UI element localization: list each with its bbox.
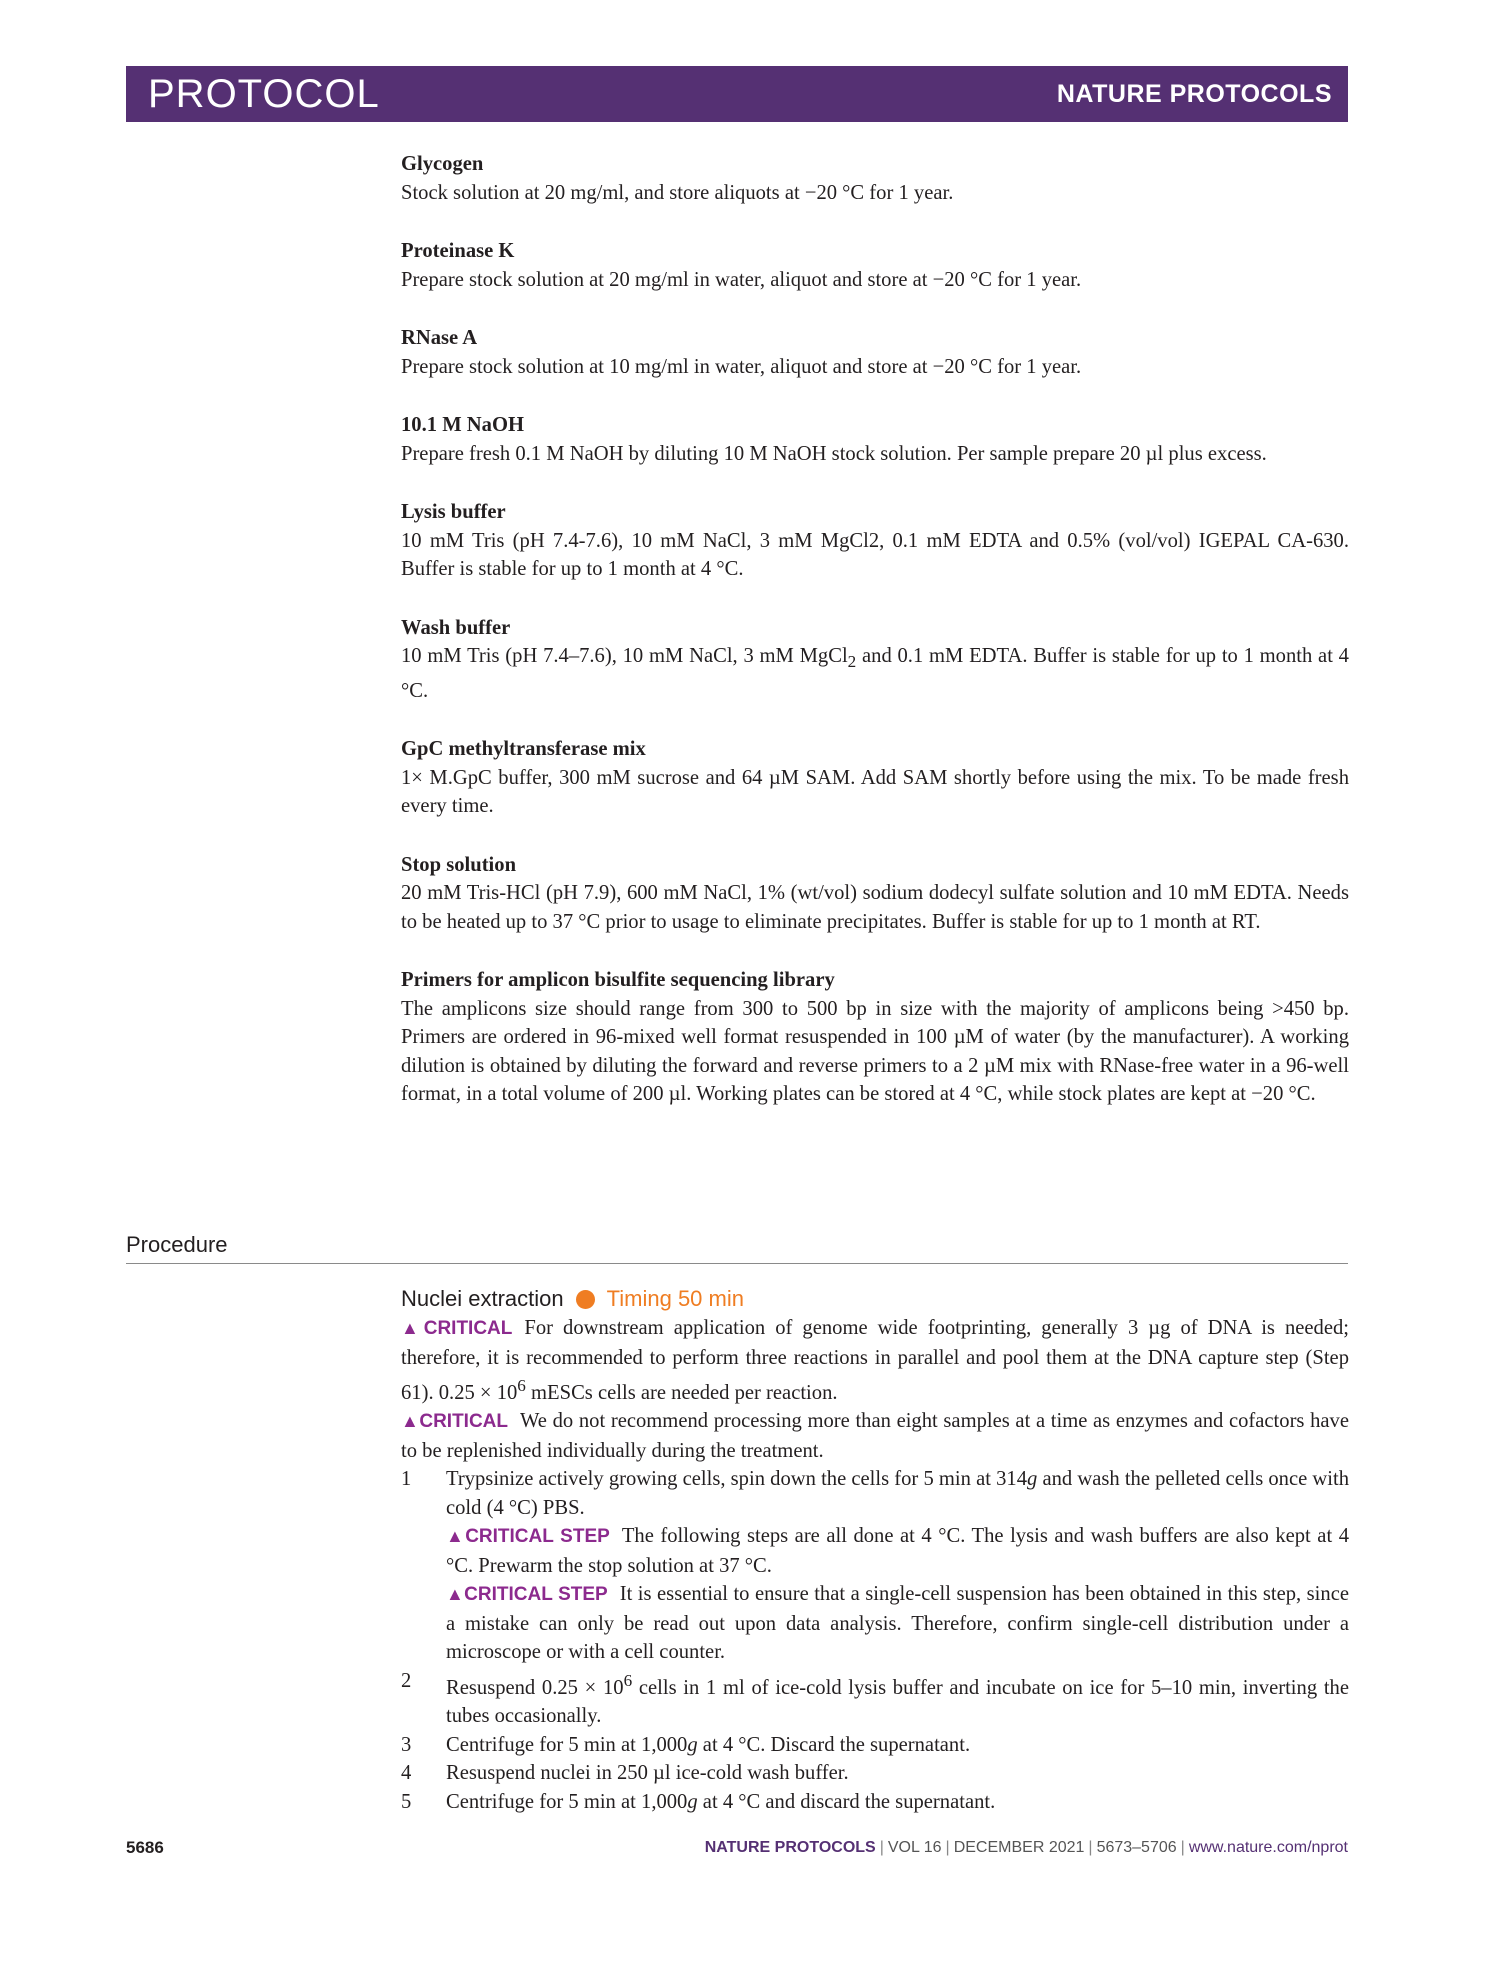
warning-triangle-icon: ▲	[401, 1411, 420, 1432]
critical-step-label: CRITICAL STEP	[465, 1526, 610, 1548]
procedure-step	[401, 1788, 1349, 1817]
reagent-title: Glycogen	[401, 153, 484, 175]
footer-journal: NATURE PROTOCOLS	[704, 1839, 876, 1856]
section-title: Nuclei extraction	[401, 1286, 564, 1311]
critical-label: CRITICAL	[423, 1318, 513, 1339]
warning-triangle-icon: ▲	[446, 1584, 465, 1605]
step-body	[446, 1731, 1349, 1760]
journal-name: NATURE PROTOCOLS	[1056, 79, 1332, 108]
divider	[126, 1263, 1348, 1264]
step-number: 1	[401, 1468, 412, 1491]
critical-label: CRITICAL	[419, 1411, 508, 1433]
critical-note	[401, 1314, 1349, 1407]
critical-step-tag	[446, 1584, 608, 1605]
reagent-title: GpC methyltransferase mix	[401, 738, 646, 761]
footer-date: DECEMBER 2021	[953, 1839, 1085, 1856]
header-bar	[126, 66, 1348, 122]
reagent-body: 1× M.GpC buffer, 300 mM sucrose and 64 µM SAM. Add SAM shortly before using the mix. To be made fresh every time.	[401, 766, 1349, 818]
step-text: Centrifuge for 5 min at 1,000	[446, 1733, 688, 1756]
step-number: 2	[401, 1669, 412, 1692]
footer-volume: VOL 16	[887, 1839, 942, 1856]
step-text: cells in 1 ml of ice-cold lysis buffer and incubate on ice for 5–10 min, inverting the tubes occasionally.	[446, 1676, 1349, 1728]
warning-triangle-icon: ▲	[446, 1526, 466, 1547]
superscript: 6	[623, 1670, 633, 1690]
critical-text: For downstream application of genome wide footprinting, generally 3 µg of DNA is needed; therefore, it is recommended to perform three reactions in parallel and pool them at the DNA capture step (Step 61). 0.25 × 10	[401, 1317, 1349, 1404]
reagent-title: Wash buffer	[401, 616, 511, 639]
timing-label: Timing 50 min	[606, 1286, 744, 1311]
step-body	[446, 1667, 1349, 1731]
page-number: 5686	[126, 1838, 164, 1857]
critical-text: mESCs cells are needed per reaction.	[525, 1381, 838, 1404]
warning-triangle-icon: ▲	[401, 1318, 424, 1338]
procedure-step	[401, 1667, 1349, 1731]
reagent-body-text: and 0.1 mM EDTA. Buffer is stable for up to 1 month at 4 °C.	[401, 645, 1349, 702]
procedure-step	[401, 1731, 1349, 1760]
step-text: Centrifuge for 5 min at 1,000	[446, 1790, 688, 1813]
reagent-body: The amplicons size should range from 300 to 500 bp in size with the majority of amplicons being >450 bp. Primers are ordered in 96-mixed well format resuspended in 100 µM of water (by the manufacturer). A working dilution is obtained by diluting the forward and reverse primers to a 2 µM mix with RNase-free water in a 96-well format, in a total volume of 200 µl. Working plates can be stored at 4 °C, while stock plates are kept at −20 °C.	[401, 997, 1349, 1106]
step-text-italic: g	[687, 1733, 698, 1756]
critical-step-label: CRITICAL STEP	[464, 1584, 608, 1606]
reagent-title: RNase A	[401, 327, 478, 349]
reagent-item	[401, 851, 1349, 937]
reagent-body: Stock solution at 20 mg/ml, and store aliquots at −20 °C for 1 year.	[401, 181, 954, 204]
step-text: at 4 °C. Discard the supernatant.	[697, 1733, 971, 1756]
footer-citation: NATURE PROTOCOLS | VOL 16 | DECEMBER 2021 | 5673–5706 | www.nature.com/nprot	[704, 1839, 1348, 1856]
step-number: 3	[401, 1733, 412, 1756]
critical-tag	[401, 1318, 512, 1339]
step-body	[446, 1788, 1349, 1817]
reagent-item	[401, 324, 1349, 381]
critical-step-text: The following steps are all done at 4 °C. The lysis and wash buffers are also kept at 4 °C. Prewarm the stop solution at 37 °C.	[446, 1525, 1350, 1577]
reagent-body: Prepare stock solution at 10 mg/ml in water, aliquot and store at −20 °C for 1 year.	[401, 355, 1082, 378]
critical-step-tag	[446, 1526, 610, 1547]
step-text: and wash the pelleted cells once with cold (4 °C) PBS.	[446, 1468, 1349, 1519]
reagent-body-text: 10 mM Tris (pH 7.4–7.6), 10 mM NaCl, 3 mM MgCl	[401, 645, 848, 667]
reagent-title: Proteinase K	[401, 240, 515, 262]
reagent-body: Prepare fresh 0.1 M NaOH by diluting 10 M NaOH stock solution. Per sample prepare 20 µl plus excess.	[401, 442, 1267, 465]
reagent-body: 10 mM Tris (pH 7.4-7.6), 10 mM NaCl, 3 mM MgCl2, 0.1 mM EDTA and 0.5% (vol/vol) IGEPAL CA-630. Buffer is stable for up to 1 month at 4 °C.	[401, 529, 1349, 580]
step-text: Resuspend 0.25 × 10	[446, 1676, 624, 1699]
procedure-section	[401, 1284, 1349, 1816]
reagent-title: 10.1 M NaOH	[401, 414, 524, 436]
reagent-title: Lysis buffer	[401, 501, 506, 523]
critical-step-note	[446, 1522, 1349, 1580]
procedure-step	[401, 1465, 1349, 1667]
reagent-item	[401, 150, 1349, 207]
step-text: at 4 °C and discard the supernatant.	[697, 1790, 996, 1813]
critical-tag	[401, 1411, 508, 1432]
reagent-body	[401, 642, 1349, 705]
procedure-heading: Procedure	[126, 1232, 228, 1257]
critical-step-note	[446, 1580, 1349, 1667]
procedure-step	[401, 1759, 1349, 1788]
reagent-setup	[401, 150, 1349, 1139]
step-text: Trypsinize actively growing cells, spin down the cells for 5 min at 314	[446, 1468, 1027, 1491]
critical-note	[401, 1407, 1349, 1465]
step-text-italic: g	[687, 1790, 698, 1813]
reagent-body: 20 mM Tris-HCl (pH 7.9), 600 mM NaCl, 1% (wt/vol) sodium dodecyl sulfate solution and 10 mM EDTA. Needs to be heated up to 37 °C prior to usage to eliminate precipitates. Buffer is stable for up to 1 month at RT.	[401, 882, 1349, 933]
reagent-title: Stop solution	[401, 853, 517, 876]
step-text-italic: g	[1027, 1468, 1038, 1491]
critical-text: We do not recommend processing more than eight samples at a time as enzymes and cofactors have to be replenished individually during the treatment.	[401, 1410, 1349, 1462]
reagent-item	[401, 498, 1349, 584]
step-number: 5	[401, 1790, 412, 1813]
subscript: 2	[847, 652, 857, 672]
step-body: Resuspend nuclei in 250 µl ice-cold wash buffer.	[446, 1762, 849, 1785]
reagent-title: Primers for amplicon bisulfite sequencing library	[401, 969, 835, 992]
critical-step-text: It is essential to ensure that a single-cell suspension has been obtained in this step, since a mistake can only be read out upon data analysis. Therefore, confirm single-cell distribution under a microscope or with a cell counter.	[446, 1583, 1349, 1664]
reagent-item	[401, 411, 1349, 468]
superscript: 6	[517, 1376, 526, 1395]
footer-url[interactable]: www.nature.com/nprot	[1188, 1839, 1348, 1856]
section-heading	[401, 1284, 1349, 1314]
reagent-item	[401, 237, 1349, 294]
reagent-item	[401, 614, 1349, 706]
reagent-item	[401, 966, 1349, 1109]
step-number: 4	[401, 1762, 412, 1785]
reagent-body: Prepare stock solution at 20 mg/ml in water, aliquot and store at −20 °C for 1 year.	[401, 268, 1082, 291]
section-type-label: PROTOCOL	[148, 71, 380, 116]
reagent-item	[401, 735, 1349, 821]
step-body	[446, 1465, 1349, 1667]
footer-pages: 5673–5706	[1096, 1839, 1177, 1856]
timing-icon	[576, 1290, 595, 1309]
